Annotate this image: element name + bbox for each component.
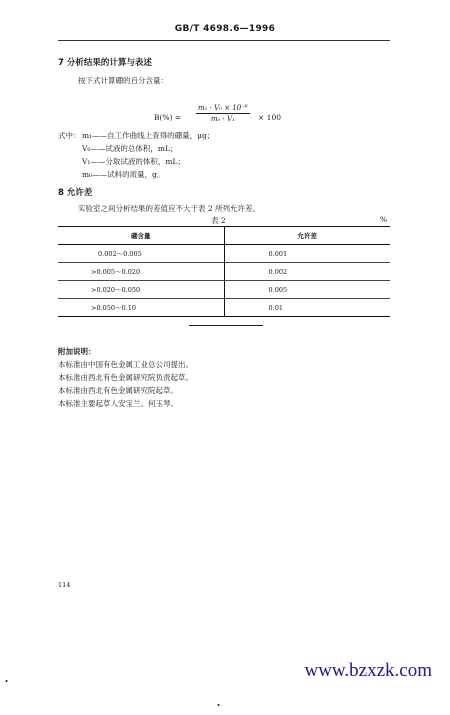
section-8-title: 8 允许差 <box>58 188 93 198</box>
header-tolerance: 允许差 <box>224 227 390 245</box>
page-number: 114 <box>58 581 71 589</box>
tolerance-table <box>58 226 390 317</box>
formula-rhs: × 100 <box>258 113 281 122</box>
note-line: 本标准由西北有色金属研究院负责起草。 <box>58 373 193 382</box>
note-line: 本标准主要起草人安宝兰、何玉琴。 <box>58 399 178 408</box>
section-7-title: 7 分析结果的计算与表述 <box>58 58 152 68</box>
standard-number-header: GB/T 4698.6—1996 <box>174 24 276 34</box>
notes-title: 附加说明： <box>58 347 96 356</box>
footer-dot-bottom: . <box>216 691 222 710</box>
table-cell-tolerance: 0.002 <box>224 263 390 281</box>
table-cell-content: >0.005～0.020 <box>58 263 224 281</box>
table-row <box>58 299 390 317</box>
formula-numerator: m₁ · V₀ × 10⁻⁶ <box>198 104 248 112</box>
header-boron-content: 硼含量 <box>58 227 224 245</box>
table-cell-content: >0.050～0.10 <box>58 299 224 317</box>
table-cell-tolerance: 0.005 <box>224 281 390 299</box>
table-caption: 表 2 <box>211 216 226 225</box>
variable-m1: m₁——自工作曲线上查得的硼量，μg； <box>82 131 215 140</box>
table-row <box>58 245 390 263</box>
formula-lhs: B(%) = <box>154 113 182 122</box>
table-header-row <box>58 227 390 245</box>
note-line: 本标准由中国有色金属工业总公司提出。 <box>58 360 193 369</box>
header-rule <box>58 40 390 41</box>
table-cell-content: >0.020～0.050 <box>58 281 224 299</box>
variable-v1: V₁——分取试液的体积，mL； <box>82 157 186 166</box>
formula-fraction <box>196 104 250 123</box>
table-cell-tolerance: 0.001 <box>224 245 390 263</box>
table-unit: % <box>380 215 388 224</box>
table-cell-content: 0.002～0.005 <box>58 245 224 263</box>
section-8-intro: 实验室之间分析结果的差值应不大于表 2 所列允许差。 <box>78 204 261 213</box>
variable-v0: V₀——试液的总体积，mL； <box>82 144 178 153</box>
note-line: 本标准由西北有色金属研究院起草。 <box>58 386 178 395</box>
table-row <box>58 281 390 299</box>
formula-denominator: m₀ · V₁ <box>210 115 235 123</box>
section-7-intro: 按下式计算硼的百分含量： <box>78 76 168 85</box>
end-of-standard-rule <box>189 325 263 326</box>
footer-url[interactable]: www.bzxzk.com <box>304 660 432 681</box>
table-row <box>58 263 390 281</box>
variable-m0: m₀——试料的质量，g。 <box>82 170 165 179</box>
where-label: 式中： <box>58 131 81 140</box>
table-cell-tolerance: 0.01 <box>224 299 390 317</box>
footer-dot-left: . <box>4 667 10 686</box>
